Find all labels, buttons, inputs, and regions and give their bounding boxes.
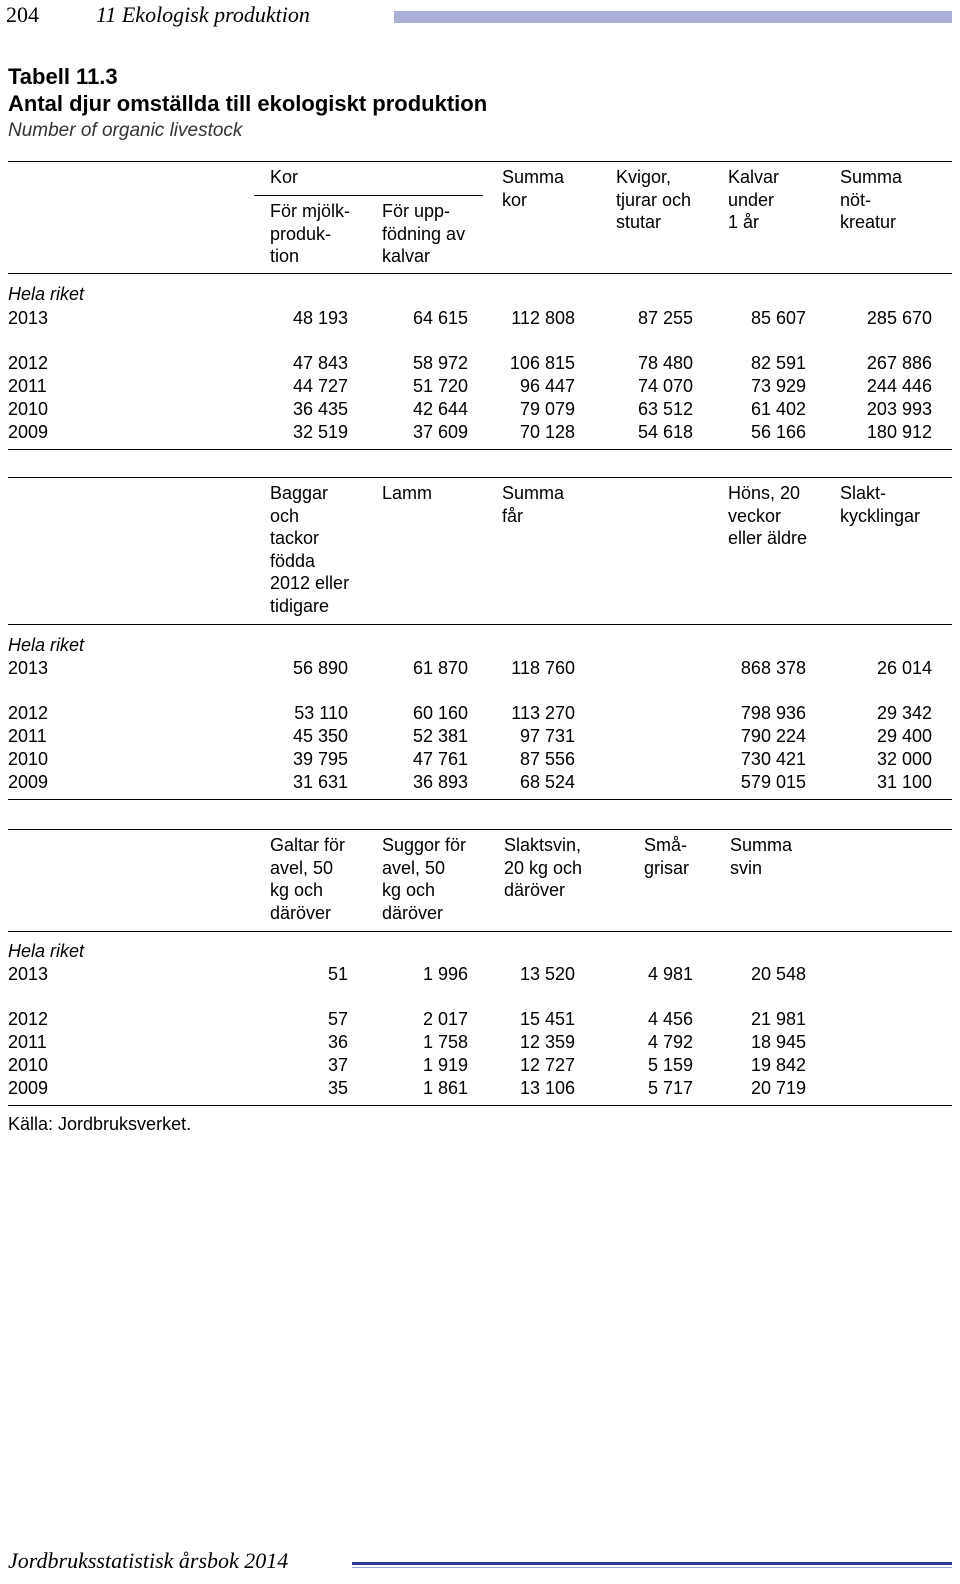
table-cell: 32 000 bbox=[876, 749, 932, 769]
section2-top-rule bbox=[8, 477, 952, 478]
table-cell: 19 842 bbox=[750, 1055, 806, 1075]
table-cell: 31 100 bbox=[876, 772, 932, 792]
table-title: Antal djur omställda till ekologiskt produktion bbox=[8, 91, 488, 116]
col-header: Små- grisar bbox=[644, 835, 690, 878]
group-rule-kor bbox=[254, 195, 483, 196]
row-year: 2011 bbox=[8, 1032, 47, 1052]
table-cell: 68 524 bbox=[519, 772, 575, 792]
col-header: För mjölk- produk- tion bbox=[270, 201, 350, 266]
col-header: För upp- födning av kalvar bbox=[382, 201, 466, 266]
table-cell: 73 929 bbox=[750, 376, 806, 396]
col-header: Slakt- kycklingar bbox=[840, 483, 921, 526]
row-year: 2010 bbox=[8, 749, 49, 769]
chapter-title: 11 Ekologisk produktion bbox=[96, 2, 310, 27]
table-cell: 56 166 bbox=[750, 422, 806, 442]
table-cell: 4 456 bbox=[647, 1009, 693, 1029]
col-header: Summa får bbox=[502, 483, 565, 526]
section2-header-rule bbox=[8, 624, 952, 625]
table-cell: 64 615 bbox=[412, 308, 468, 328]
table-cell: 13 106 bbox=[519, 1078, 575, 1098]
table-cell: 63 512 bbox=[637, 399, 693, 419]
table-cell: 53 110 bbox=[294, 703, 348, 723]
col-header: Slaktsvin, 20 kg och däröver bbox=[504, 835, 583, 900]
footer-bar-thin bbox=[352, 1567, 952, 1568]
table-cell: 12 359 bbox=[519, 1032, 575, 1052]
table-cell: 18 945 bbox=[750, 1032, 806, 1052]
region-label: Hela riket bbox=[8, 635, 85, 655]
table-cell: 58 972 bbox=[412, 353, 468, 373]
col-header: Höns, 20 veckor eller äldre bbox=[728, 483, 808, 548]
table-cell: 74 070 bbox=[637, 376, 693, 396]
row-year: 2010 bbox=[8, 1055, 49, 1075]
table-cell: 2 017 bbox=[422, 1009, 468, 1029]
section1-top-rule bbox=[8, 161, 952, 162]
row-year: 2013 bbox=[8, 964, 49, 984]
row-year: 2013 bbox=[8, 658, 49, 678]
row-year: 2010 bbox=[8, 399, 49, 419]
table-cell: 37 bbox=[327, 1055, 348, 1075]
table-cell: 39 795 bbox=[292, 749, 348, 769]
col-header: Kalvar under 1 år bbox=[728, 167, 780, 232]
table-cell: 267 886 bbox=[866, 353, 932, 373]
table-cell: 244 446 bbox=[866, 376, 932, 396]
header-bar bbox=[394, 11, 952, 23]
table-cell: 285 670 bbox=[866, 308, 932, 328]
table-cell: 45 350 bbox=[292, 726, 348, 746]
table-cell: 35 bbox=[327, 1078, 348, 1098]
table-cell: 85 607 bbox=[750, 308, 806, 328]
table-cell: 21 981 bbox=[750, 1009, 806, 1029]
table-cell: 82 591 bbox=[750, 353, 806, 373]
table-cell: 20 548 bbox=[750, 964, 806, 984]
table-cell: 51 720 bbox=[412, 376, 468, 396]
section3-header-rule bbox=[8, 931, 952, 932]
footer-book-title: Jordbruksstatistisk årsbok 2014 bbox=[8, 1548, 289, 1573]
table-cell: 180 912 bbox=[866, 422, 932, 442]
row-year: 2009 bbox=[8, 1078, 49, 1098]
row-year: 2011 bbox=[8, 376, 47, 396]
table-cell: 87 556 bbox=[519, 749, 575, 769]
table-cell: 790 224 bbox=[740, 726, 806, 746]
table-cell: 730 421 bbox=[740, 749, 806, 769]
table-cell: 36 435 bbox=[292, 399, 348, 419]
table-cell: 31 631 bbox=[292, 772, 348, 792]
table-cell: 29 400 bbox=[876, 726, 932, 746]
section2-bottom-rule bbox=[8, 799, 952, 800]
table-cell: 60 160 bbox=[412, 703, 468, 723]
table-cell: 13 520 bbox=[519, 964, 575, 984]
table-cell: 1 861 bbox=[422, 1078, 468, 1098]
table-cell: 52 381 bbox=[412, 726, 468, 746]
table-cell: 579 015 bbox=[740, 772, 806, 792]
table-cell: 20 719 bbox=[750, 1078, 806, 1098]
table-cell: 112 808 bbox=[511, 308, 575, 328]
table-cell: 1 996 bbox=[422, 964, 468, 984]
table-cell: 48 193 bbox=[292, 308, 348, 328]
table-cell: 96 447 bbox=[519, 376, 575, 396]
table-cell: 44 727 bbox=[292, 376, 348, 396]
section1-bottom-rule bbox=[8, 449, 952, 450]
table-cell: 42 644 bbox=[412, 399, 468, 419]
footer-bar bbox=[352, 1562, 952, 1565]
table-cell: 78 480 bbox=[637, 353, 693, 373]
table-cell: 51 bbox=[327, 964, 348, 984]
table-cell: 87 255 bbox=[637, 308, 693, 328]
table-cell: 79 079 bbox=[519, 399, 575, 419]
table-number: Tabell 11.3 bbox=[8, 64, 118, 89]
col-header: Summa svin bbox=[730, 835, 793, 878]
table-cell: 106 815 bbox=[509, 353, 575, 373]
table-cell: 37 609 bbox=[412, 422, 468, 442]
row-year: 2009 bbox=[8, 772, 49, 792]
table-cell: 57 bbox=[327, 1009, 348, 1029]
table-cell: 61 870 bbox=[412, 658, 468, 678]
section1-header-rule bbox=[8, 273, 952, 274]
table-cell: 56 890 bbox=[292, 658, 348, 678]
table-cell: 47 843 bbox=[292, 353, 348, 373]
table-cell: 4 792 bbox=[647, 1032, 693, 1052]
table-cell: 5 717 bbox=[647, 1078, 693, 1098]
section3-top-rule bbox=[8, 829, 952, 830]
region-label: Hela riket bbox=[8, 941, 85, 961]
table-cell: 868 378 bbox=[740, 658, 806, 678]
row-year: 2012 bbox=[8, 1009, 49, 1029]
table-cell: 1 919 bbox=[422, 1055, 468, 1075]
group-header-kor: Kor bbox=[270, 167, 299, 187]
table-cell: 1 758 bbox=[422, 1032, 468, 1052]
table-cell: 54 618 bbox=[637, 422, 693, 442]
table-cell: 798 936 bbox=[740, 703, 806, 723]
col-header: Lamm bbox=[382, 483, 433, 503]
table-cell: 5 159 bbox=[647, 1055, 693, 1075]
table-cell: 118 760 bbox=[511, 658, 575, 678]
col-header: Kvigor, tjurar och stutar bbox=[616, 167, 692, 232]
table-cell: 26 014 bbox=[876, 658, 932, 678]
row-year: 2012 bbox=[8, 703, 49, 723]
col-header: Summa nöt- kreatur bbox=[840, 167, 903, 232]
col-header: Galtar för avel, 50 kg och däröver bbox=[270, 835, 346, 923]
row-year: 2013 bbox=[8, 308, 49, 328]
source-note: Källa: Jordbruksverket. bbox=[8, 1114, 192, 1134]
table-cell: 97 731 bbox=[519, 726, 575, 746]
table-cell: 12 727 bbox=[519, 1055, 575, 1075]
table-cell: 203 993 bbox=[866, 399, 932, 419]
region-label: Hela riket bbox=[8, 284, 85, 304]
col-header: Summa kor bbox=[502, 167, 565, 210]
col-header: Baggar och tackor födda 2012 eller tidigare bbox=[270, 483, 350, 616]
table-cell: 15 451 bbox=[519, 1009, 575, 1029]
table-cell: 61 402 bbox=[750, 399, 806, 419]
table-cell: 36 bbox=[327, 1032, 348, 1052]
table-cell: 70 128 bbox=[519, 422, 575, 442]
section3-bottom-rule bbox=[8, 1105, 952, 1106]
table-cell: 32 519 bbox=[292, 422, 348, 442]
table-subtitle: Number of organic livestock bbox=[8, 120, 243, 141]
row-year: 2012 bbox=[8, 353, 49, 373]
col-header: Suggor för avel, 50 kg och däröver bbox=[382, 835, 467, 923]
table-cell: 47 761 bbox=[412, 749, 468, 769]
table-cell: 113 270 bbox=[511, 703, 575, 723]
page-number: 204 bbox=[6, 2, 39, 27]
table-cell: 36 893 bbox=[412, 772, 468, 792]
table-cell: 4 981 bbox=[647, 964, 693, 984]
row-year: 2011 bbox=[8, 726, 47, 746]
table-cell: 29 342 bbox=[876, 703, 932, 723]
row-year: 2009 bbox=[8, 422, 49, 442]
